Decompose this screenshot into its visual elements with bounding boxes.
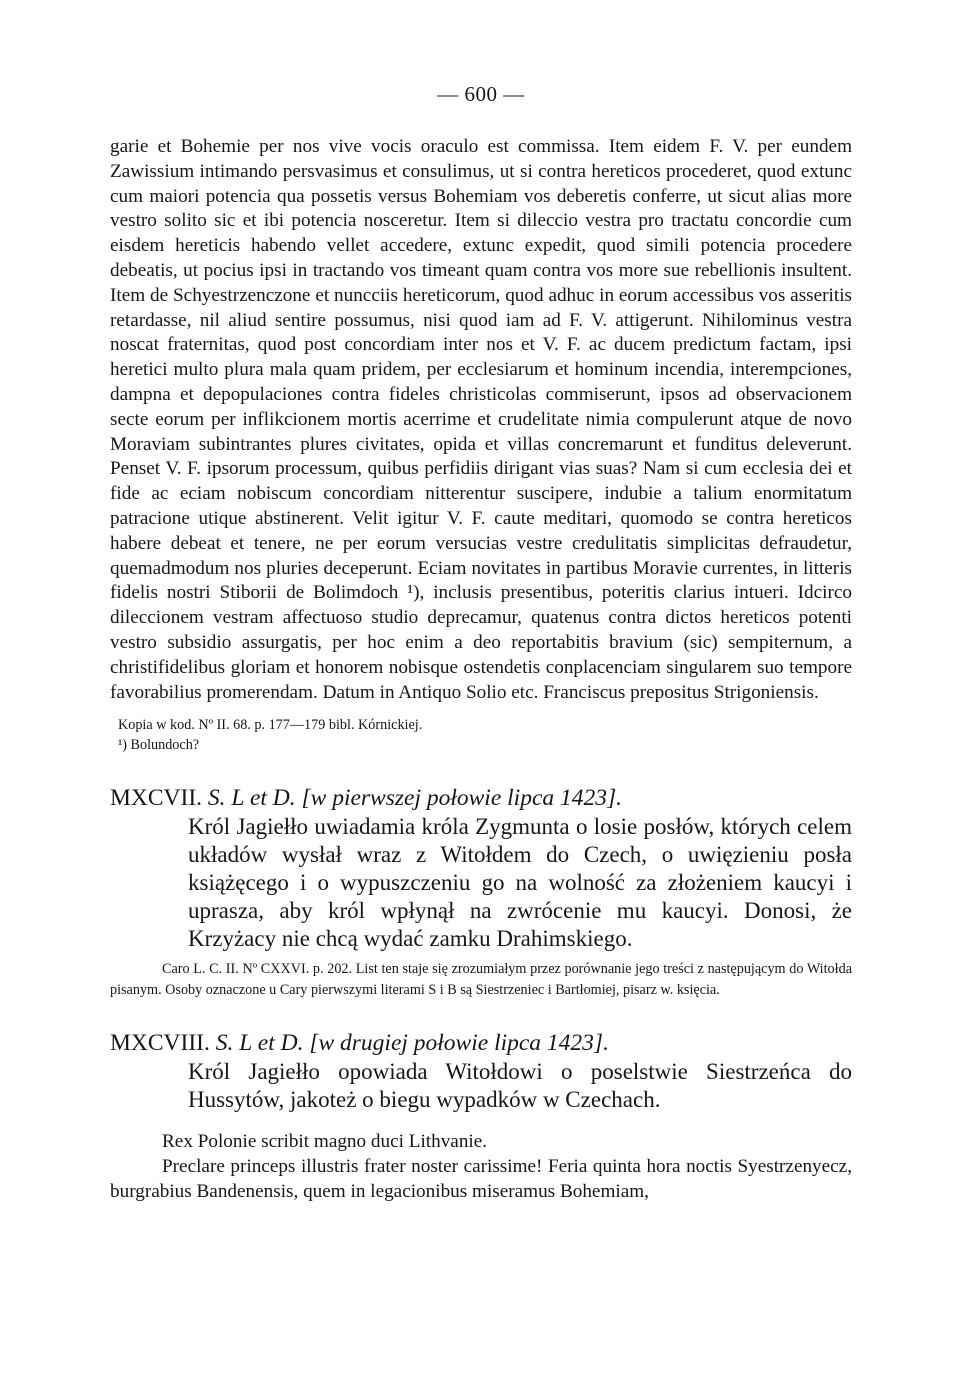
letter-continuation (110, 135, 852, 705)
document-1098 (110, 1028, 852, 1204)
document-number: MXCVII. (110, 785, 203, 812)
source-note: Kopia w kod. Nº II. 68. p. 177—179 bibl. Kórnickiej. (118, 717, 423, 734)
document-heading (110, 783, 852, 813)
document-source-note: Caro L. C. II. Nº CXXVI. p. 202. List ten staje się zrozumiałym przez porównanie jego treści z następującym do Witołda pisanym. Osoby oznaczone u Cary pierwszymi literami S i B są Siestrzeniec i Bartłomiej, pisarz w. księcia. (110, 961, 852, 998)
document-summary: Król Jagiełło opowiada Witołdowi o poselstwie Siestrzeńca do Hussytów, jakoteż o biegu wypadków w Czechach. (188, 1059, 852, 1113)
document-page (110, 82, 852, 1205)
document-parties: S. L et D. (215, 1030, 304, 1057)
document-heading (110, 1028, 852, 1058)
body-paragraph: garie et Bohemie per nos vive vocis oraculo est commissa. Item eidem F. V. per eundem Zawissium intimando persvasimus et consulimus, ut si contra hereticos procederet, quod extunc cum maiori potencia qua possetis versus Bohemiam vos deberetis conferre, ut sicut alias more vestro solito sic et ibi potencia nosceretur. Item si dileccio vestra pro tractatu concordie cum eisdem hereticis habendo vellet accedere, extunc expedit, quod simili potencia procedere debeatis, ut pocius ipsi in tractando vos timeant quam contra vos more sue rebellionis insultent. Item de Schyestrzenczone et nuncciis hereticorum, quod adhuc in eorum accessibus vos asseritis retardasse, nil aliud sentire possumus, nisi quod iam ad F. V. attigerunt. Nihilominus vestra noscat fraternitas, quod post concordiam inter nos et V. F. ac ducem predictum factam, ipsi heretici multo plura mala quam pridem, per ecclesiarum et hominum incendia, interempciones, dampna et depopulaciones contra fideles christicolas commiserunt, ipsos ad observacionem secte eorum per inflikcionem mortis acerrime et crudelitate nimia compulerunt atque de novo Moraviam subintrantes plures civitates, opida et villas concremarunt et funditus deleverunt. Penset V. F. ipsorum processum, quibus perfidiis dirigant vias suas? Nam si cum ecclesia dei et fide ac eciam nobiscum concordiam nitterentur suscipere, indubie a talium enormitatum patracione utique abstinerent. Velit igitur V. F. caute meditari, quomodo se contra hereticos habere debeat et tenere, ne per eorum versucias vestre credulitatis simplicitas defraudetur, quemadmodum nos pluries deceperunt. Eciam novitates in partibus Moravie currentes, in litteris fidelis nostri Stiborii de Bolimdoch ¹), inclusis presentibus, poteritis clarius intueri. Idcirco dileccionem vestram affectuoso studio deprecamur, quatenus contra dictos hereticos potenti vestro subsidio assurgatis, per hoc enim a deo reportabitis bravium (sic) sempiternum, a christifidelibus gloriam et honorem nobisque ostendetis conplacenciam singularem suo tempore favorabilius promerendam. Datum in Antiquo Solio etc. Franciscus prepositus Strigoniensis. (110, 136, 852, 703)
document-date: [w pierwszej połowie lipca 1423]. (301, 785, 623, 812)
footnotes (110, 715, 852, 755)
document-summary: Król Jagiełło uwiadamia króla Zygmunta o losie posłów, których celem układów wysłał wraz z Witołdem do Czech, o uwięzieniu posła książęcego i o wypuszczeniu go na wolność za złożeniem kaucyi i uprasza, aby król wpłynął na zwrócenie mu kaucyi. Donosi, że Krzyżacy nie chcą wydać zamku Drahimskiego. (188, 814, 852, 952)
page-number: — 600 — (437, 82, 525, 106)
document-number: MXCVIII. (110, 1030, 210, 1057)
letter-opening: Preclare princeps illustris frater noster carissime! Feria quinta hora noctis Syestrzenyecz, burgrabius Bandenensis, quem in legacionibus miseramus Bohemiam, (110, 1156, 852, 1202)
letter-text (110, 1130, 852, 1204)
document-1097 (110, 783, 852, 1000)
footnote-1: ¹) Bolundoch? (118, 737, 200, 754)
document-parties: S. L et D. (207, 785, 296, 812)
letter-address: Rex Polonie scribit magno duci Lithvanie. (162, 1131, 488, 1153)
document-date: [w drugiej połowie lipca 1423]. (309, 1030, 609, 1057)
